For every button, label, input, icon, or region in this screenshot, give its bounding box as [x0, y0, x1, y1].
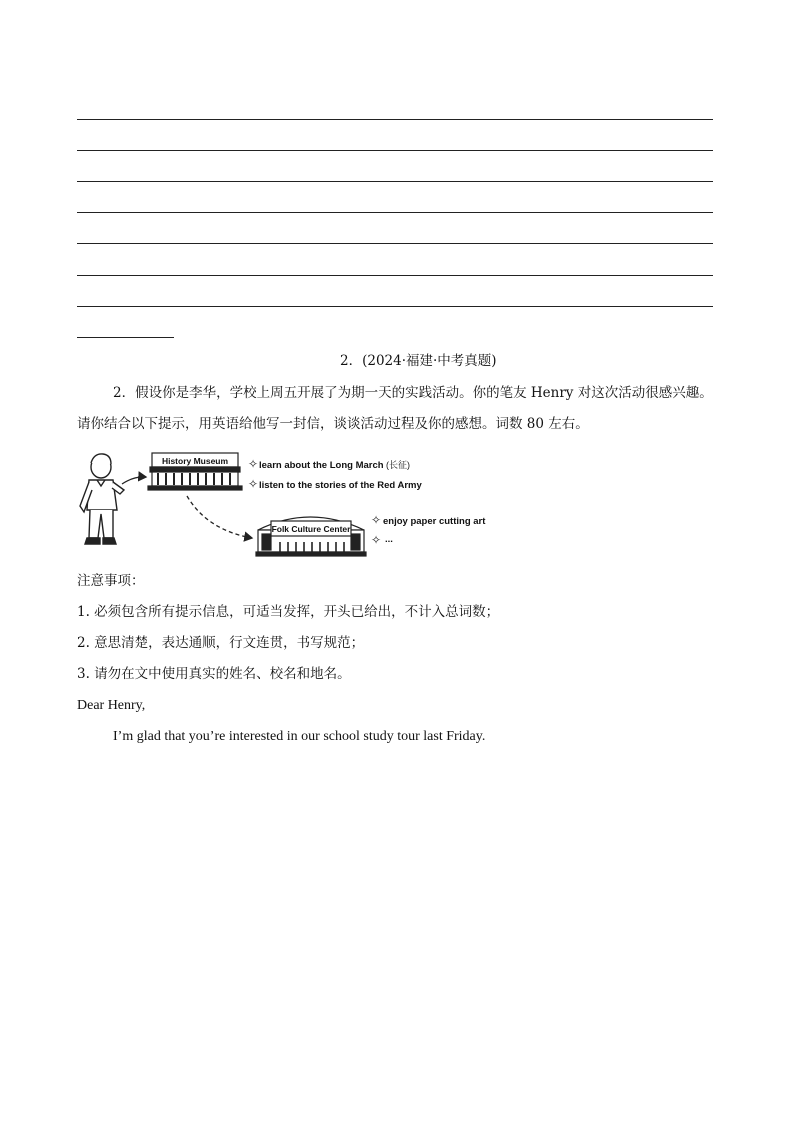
student-figure [80, 454, 124, 544]
notes-title: 注意事项： [77, 573, 145, 589]
arrow-to-museum [122, 477, 146, 484]
note-item-2: 2. 意思清楚，表达通顺，行文连贯，书写规范； [77, 635, 365, 651]
letter-salutation: Dear Henry, [77, 698, 146, 713]
bullet-icon: ✧ [248, 457, 259, 471]
writing-line [77, 150, 713, 151]
bullet-icon: ✧ [248, 477, 259, 491]
note-item-1: 1. 必须包含所有提示信息，可适当发挥，开头已给出，不计入总词数； [77, 604, 500, 620]
writing-line [77, 306, 713, 307]
bullet-icon: ✧ [371, 513, 382, 527]
question-heading: 2．(2024·福建·中考真题) [340, 353, 497, 369]
museum-sign: History Museum [161, 456, 229, 466]
long-march-note: (长征) [386, 460, 410, 470]
writing-line [77, 119, 713, 120]
activity-illustration [72, 446, 512, 560]
center-point-1: enjoy paper cutting art [383, 516, 486, 527]
museum-point-2: listen to the stories of the Red Army [259, 480, 422, 491]
museum-point-1: learn about the Long March [259, 460, 384, 471]
letter-opening: I’m glad that you’re interested in our school study tour last Friday. [113, 729, 486, 744]
folk-culture-center-building [256, 517, 366, 556]
bullet-icon: ✧ [371, 533, 382, 547]
arrow-to-center [187, 496, 252, 538]
writing-line [77, 212, 713, 213]
center-point-2: ... [385, 534, 393, 545]
question-paragraph-line2: 请你结合以下提示，用英语给他写一封信，谈谈活动过程及你的感想。词数 80 左右。 [77, 416, 589, 432]
writing-line [77, 243, 713, 244]
writing-line [77, 181, 713, 182]
center-sign: Folk Culture Center [271, 524, 351, 534]
writing-line-short [77, 337, 174, 338]
note-item-3: 3. 请勿在文中使用真实的姓名、校名和地名。 [77, 666, 351, 682]
question-paragraph-line1: 2．假设你是李华，学校上周五开展了为期一天的实践活动。你的笔友 Henry 对这次活动很感兴趣。 [113, 385, 713, 401]
writing-line [77, 275, 713, 276]
